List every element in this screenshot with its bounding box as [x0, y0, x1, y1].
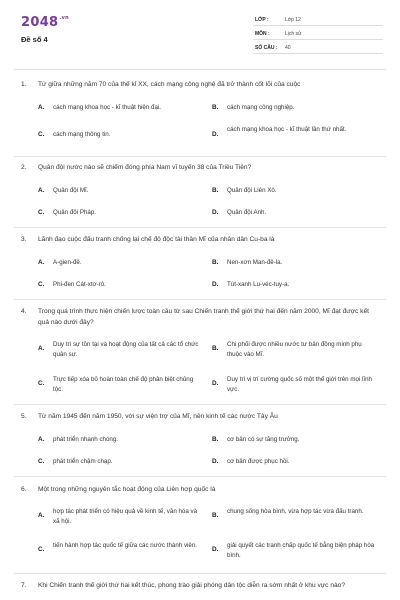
question-number: 7. [21, 582, 27, 589]
exam-title: Đề số 4 [21, 35, 48, 44]
option-text: giải quyết các tranh chấp quốc tế bằng biện pháp hòa bình. [227, 542, 375, 559]
question-divider [14, 156, 386, 157]
question-number: 5. [21, 413, 27, 420]
option-text: Tút-xanh Lu-véc-tuy-a. [227, 281, 290, 288]
option-letter: B. [212, 512, 219, 519]
option-text: Quân đội Pháp. [53, 209, 97, 216]
option-text: A-gien-đê. [53, 259, 82, 266]
option-text: Quân đội Mĩ. [53, 187, 89, 194]
option-letter: D. [212, 458, 219, 465]
option-letter: C. [38, 209, 45, 216]
option-letter: C. [38, 546, 45, 553]
meta-value: Lớp 12 [285, 17, 301, 23]
option-letter: A. [38, 345, 45, 352]
question-text: Khi Chiến tranh thế giới thứ hai kết thúc, phong trào giải phóng dân tộc diễn ra sớm nhất ở khu vực nào? [38, 582, 345, 589]
question-divider [14, 404, 386, 405]
meta-row-class [253, 14, 383, 26]
option-letter: B. [212, 436, 219, 443]
option-text: Trực tiếp xóa bỏ hoàn toàn chế độ phân biệt chủng tộc. [53, 376, 194, 393]
question-text: Trong quá trình thực hiện chiến lược toàn cầu từ sau Chiến tranh thế giới thứ hai đến năm 2000, Mĩ đạt được kết quả nào dưới đây? [38, 308, 369, 326]
option-letter: D. [212, 131, 219, 138]
option-text: cơ bản có sự tăng trưởng. [227, 436, 300, 443]
option-letter: B. [212, 345, 219, 352]
question-text: Từ năm 1945 đến năm 1950, với sự viện trợ của Mĩ, nền kinh tế các nước Tây Âu [38, 413, 278, 420]
meta-label: SỐ CÂU : [255, 45, 278, 51]
option-letter: D. [212, 209, 219, 216]
option-letter: D. [212, 546, 219, 553]
option-letter: A. [38, 104, 45, 111]
option-letter: A. [38, 436, 45, 443]
option-text: cách mạng công nghiệp. [227, 104, 295, 111]
logo-text: 2048 [21, 15, 59, 30]
question-text: Từ giữa những năm 70 của thế kỉ XX, cách mạng công nghệ đã trở thành cốt lõi của cuộc [38, 81, 301, 88]
question-divider [14, 299, 386, 300]
option-text: chung sống hòa bình, vừa hợp tác vừa đấu tranh. [227, 508, 364, 515]
question-number: 4. [21, 308, 27, 315]
question-text: Lãnh đạo cuộc đấu tranh chống lại chế độ độc tài thân Mĩ của nhân dân Cu-ba là [38, 236, 275, 243]
option-text: cách mạng khoa học - kĩ thuật lần thứ nhất. [227, 126, 347, 133]
question-number: 2. [21, 164, 27, 171]
question-number: 1. [21, 81, 27, 88]
question-text: Một trong những nguyên tắc hoạt động của Liên hợp quốc là [38, 486, 216, 493]
option-letter: B. [212, 259, 219, 266]
meta-value: Lịch sử [285, 31, 302, 37]
question-number: 6. [21, 486, 27, 493]
question-divider [14, 476, 386, 477]
question-divider [14, 227, 386, 228]
option-letter: C. [38, 458, 45, 465]
option-text: Phi-đen Cát-xtơ-rô. [53, 281, 106, 288]
option-text: cách mạng khoa học - kĩ thuật hiện đại. [53, 104, 162, 111]
option-letter: C. [38, 131, 45, 138]
meta-label: LỚP : [255, 17, 269, 23]
exam-header [0, 0, 400, 70]
option-letter: A. [38, 187, 45, 194]
site-logo[interactable] [21, 15, 69, 30]
option-text: Duy trì sự tồn tại và hoạt động của tất cả các tổ chức quân sự. [53, 341, 199, 358]
option-text: Quân đội Liên Xô. [227, 187, 277, 194]
meta-value: 40 [285, 45, 291, 51]
option-text: phát triển nhanh chóng. [53, 436, 119, 443]
option-letter: C. [38, 281, 45, 288]
option-letter: C. [38, 380, 45, 387]
option-text: phát triển chậm chạp. [53, 458, 113, 465]
option-letter: D. [212, 380, 219, 387]
option-text: Chi phối được nhiều nước tư bản đồng minh phụ thuộc vào Mĩ. [227, 341, 362, 358]
option-letter: A. [38, 259, 45, 266]
option-text: cơ bản được phục hồi. [227, 458, 290, 465]
option-letter: A. [38, 512, 45, 519]
option-text: Quân đội Anh. [227, 209, 267, 216]
meta-row-subject [253, 28, 383, 40]
meta-label: MÔN : [255, 31, 270, 37]
meta-row-count [253, 42, 383, 54]
option-text: hợp tác phát triển có hiệu quả về kinh tế, văn hóa và xã hội. [53, 508, 198, 525]
question-number: 3. [21, 236, 27, 243]
option-text: cách mạng thông tin. [53, 131, 111, 138]
option-text: tiến hành hợp tác quốc tế giữa các nước thành viên. [53, 542, 198, 549]
option-text: Nen-xơn Man-đê-la. [227, 259, 283, 266]
option-letter: D. [212, 281, 219, 288]
option-letter: B. [212, 104, 219, 111]
header-divider [14, 69, 386, 70]
logo-suffix: .vn [59, 15, 70, 21]
option-text: Duy trì vị trí cường quốc số một thế giới trên mọi lĩnh vực. [227, 376, 372, 393]
question-divider [14, 573, 386, 574]
question-text: Quân đội nước nào sẽ chiếm đóng phía Nam vĩ tuyến 38 của Triều Tiên? [38, 164, 252, 171]
option-letter: B. [212, 187, 219, 194]
